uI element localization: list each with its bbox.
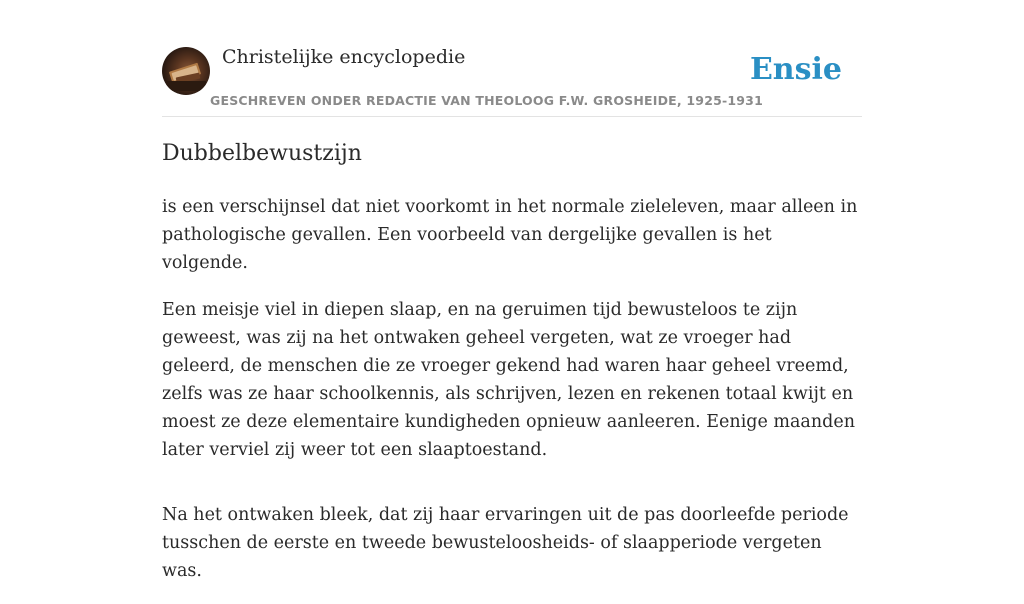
article-paragraph: is een verschijnsel dat niet voorkomt in het normale zieleleven, maar alleen in pathologische gevallen. Een voorbeeld van dergelijke gevallen is het volgende. [162,197,858,273]
article-body [162,193,862,604]
site-title[interactable]: Christelijke encyclopedie [222,46,466,68]
book-image-icon [162,47,210,95]
article-paragraph: Na het ontwaken bleek, dat zij haar ervaringen uit de pas doorleefde periode tusschen de eerste en tweede bewusteloosheids- of slaapperiode vergeten was. [162,505,849,581]
article-title: Dubbelbewustzijn [162,141,362,166]
article-paragraph: Een meisje viel in diepen slaap, en na geruimen tijd bewusteloos te zijn geweest, was zij na het ontwaken geheel vergeten, wat ze vroeger had geleerd, de menschen die ze vroeger gekend had waren haar geheel vreemd, zelfs was ze haar schoolkennis, als schrijven, lezen en rekenen totaal kwijt en moest ze deze elementaire kundigheden opnieuw aanleeren. Eenige maanden later verviel zij weer tot een slaaptoestand. [162,300,855,460]
site-subtitle: GESCHREVEN ONDER REDACTIE VAN THEOLOOG F.W. GROSHEIDE, 1925-1931 [210,93,763,108]
page [162,0,862,581]
header [162,0,862,117]
encyclopedia-avatar[interactable] [162,47,210,95]
ensie-logo-link[interactable]: Ensie [749,52,842,87]
